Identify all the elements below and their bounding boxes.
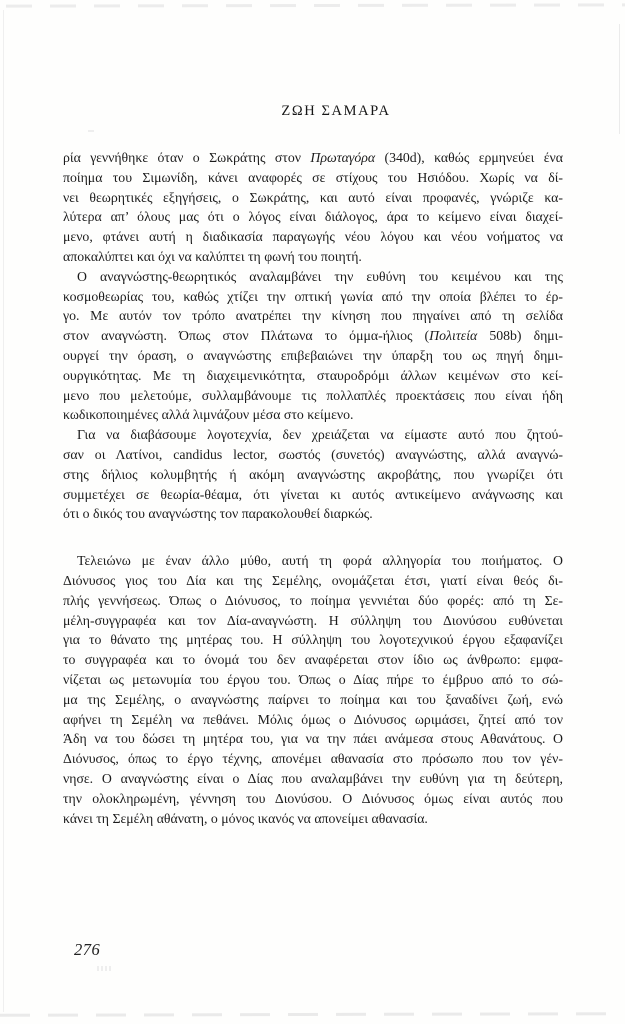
text-segment: 508b) δημι- xyxy=(477,328,563,344)
text-line xyxy=(63,789,563,809)
text-segment: μενο, φτάνει αυτή η διαδικασία παραγωγής νέου λόγου και νέου νοήματος να xyxy=(63,229,563,245)
text-line xyxy=(63,366,563,386)
text-segment: μα της Σεμέλης, ο αναγνώστης παίρνει το ποίημα και του ξαναδίνει ζωή, ενώ xyxy=(63,691,563,707)
text-segment: αποκαλύπτει και όχι να καλύπτει τη φωνή του ποιητή. xyxy=(63,248,362,264)
italic-text: Πολιτεία xyxy=(429,328,478,344)
text-line xyxy=(63,346,563,366)
text-segment: μέλη-συγγραφέα και τον Δία-αναγνώστη. Η σύλληψη του Διονύσου ευθύνεται xyxy=(63,612,563,628)
text-segment: συμμετέχει σε θεωρία-θέαμα, ότι γίνεται κι αυτός αντικείμενο ανάγνωσης και xyxy=(63,486,563,502)
scan-smudge-top xyxy=(88,130,94,132)
text-segment: Τελειώνω με έναν άλλο μύθο, αυτή τη φορά αλληγορία του ποιήματος. Ο xyxy=(77,553,563,569)
text-segment: για το θάνατο της μητέρας του. Η σύλληψη του λογοτεχνικού έργου εξαφανίζει xyxy=(63,632,563,648)
text-line xyxy=(63,690,563,710)
text-segment: ρία γεννήθηκε όταν ο Σωκράτης στον xyxy=(63,150,311,165)
text-segment: Για να διαβάσουμε λογοτεχνία, δεν χρειάζεται να είμαστε αυτό που ζητού- xyxy=(77,427,563,443)
text-segment: κοσμοθεωρίας του, καθώς χτίζει την οπτική γωνία από την οποία βλέπει το έρ- xyxy=(63,288,563,304)
text-line xyxy=(63,485,563,505)
page-number: 276 xyxy=(74,940,101,959)
text-segment: Ο αναγνώστης-θεωρητικός αναλαμβάνει την ευθύνη του κειμένου και της xyxy=(77,268,563,284)
text-segment: ότι ο δικός του αναγνώστης τον παρακολουθεί διαρκώς. xyxy=(63,506,373,522)
scan-edge-bottom xyxy=(0,1012,617,1017)
text-segment: νησε. Ο αναγνώστης είναι ο Δίας που αναλαμβάνει την ευθύνη για τη δεύτερη, xyxy=(63,770,563,786)
text-segment: πλής γεννήσεως. Όπως ο Διόνυσος, το ποίημα γεννιέται δύο φορές: από τη Σε- xyxy=(63,592,563,608)
text-segment: λύτερα απ’ όλους μας ότι ο λόγος είναι διάλογος, άρα το κείμενο είναι διαχεί- xyxy=(63,209,563,225)
text-segment: (340d), καθώς ερμηνεύει ένα xyxy=(375,150,563,165)
scan-edge-right xyxy=(619,24,620,134)
text-segment: την ολοκληρωμένη, γέννηση του Διονύσου. Ο Διόνυσος όμως είναι αυτός που xyxy=(63,790,563,806)
text-line xyxy=(63,287,563,307)
text-line xyxy=(63,168,563,188)
text-line xyxy=(63,405,563,425)
text-line xyxy=(63,630,563,650)
text-line xyxy=(63,809,563,829)
text-segment: Διόνυσος, όπως το έργο τέχνης, απονέμει αθανασία στο πρόσωπο που τον γέν- xyxy=(63,751,563,767)
text-segment: κάνει τη Σεμέλη αθάνατη, ο μόνος ικανός να απονείμει αθανασία. xyxy=(63,810,428,826)
text-line xyxy=(63,148,563,168)
text-segment: νει θεωρητικές εξηγήσεις, ο Σωκράτης, και αυτό είναι προφανές, γνώριζε κα- xyxy=(63,189,563,205)
scan-smudge-bottom xyxy=(97,966,111,971)
text-line xyxy=(63,670,563,690)
text-segment: Διόνυσος γιος του Δία και της Σεμέλης, ονομάζεται έτσι, γιατί είναι θεός δι- xyxy=(63,572,563,588)
text-segment: ουργεί την όραση, ο αναγνώστης επιβεβαιώνει την ύπαρξη του ως πηγή δημι- xyxy=(63,347,563,363)
text-segment: στης δήλιος κολυμβητής ή ακόμη αναγνώστης ακροβάτης, που γνωρίζει ότι xyxy=(63,466,563,482)
text-segment: νίζεται ως μετωνυμία του έργου του. Όπως ο Δίας πήρε το έμβρυο από το σώ- xyxy=(63,671,563,687)
text-segment: αφήνει τη Σεμέλη να πεθάνει. Μόλις όμως ο Διόνυσος ωριμάσει, ζητεί από τον xyxy=(63,711,563,727)
text-line xyxy=(63,571,563,591)
text-segment: Άδη να του δώσει τη μητέρα του, για να την πάει ανάμεσα στους Αθανάτους. Ο xyxy=(63,731,563,747)
text-line xyxy=(63,188,563,208)
text-segment: ποίημα του Σιμωνίδη, κάνει αναφορές σε στίχους του Ησιόδου. Χωρίς να δί- xyxy=(63,169,563,185)
text-line xyxy=(63,267,563,287)
text-block xyxy=(63,148,563,828)
text-line xyxy=(63,386,563,406)
text-segment: σαν οι Λατίνοι, candidus lector, σωστός (συνετός) αναγνώστης, αλλά αναγνώ- xyxy=(63,446,563,462)
paragraph xyxy=(63,551,563,828)
text-line xyxy=(63,729,563,749)
running-header: ΖΩΗ ΣΑΜΑΡΑ xyxy=(281,103,391,119)
text-line xyxy=(63,611,563,631)
text-line xyxy=(63,591,563,611)
paragraph xyxy=(63,267,563,425)
text-segment: το συγγραφέα και το όνομά του δεν αναφέρεται στον ίδιο ως άνθρωπο: εμφα- xyxy=(63,652,563,668)
text-line xyxy=(63,551,563,571)
italic-text: Πρωταγόρα xyxy=(310,150,376,165)
text-line xyxy=(63,247,563,267)
text-line xyxy=(63,425,563,445)
text-line xyxy=(63,465,563,485)
text-segment: στον αναγνώστη. Όπως στον Πλάτωνα το όμμα-ήλιος ( xyxy=(63,328,430,344)
text-segment: κωδικοποιημένες αλλά λιμνάζουν μέσα στο κείμενο. xyxy=(63,407,354,423)
paragraph xyxy=(63,148,563,267)
text-line xyxy=(63,650,563,670)
text-segment: γο. Με αυτόν τον τρόπο ανατρέπει την κίνηση που πηγαίνει από τη σελίδα xyxy=(63,308,563,324)
scan-edge-left xyxy=(3,10,4,1012)
text-segment: ουργικότητας. Με τη διαχειμενικότητα, σταυροδρόμι άλλων κειμένων στο κεί- xyxy=(63,367,563,383)
scan-edge-top xyxy=(6,3,625,7)
text-line xyxy=(63,749,563,769)
paragraph xyxy=(63,425,563,524)
text-line xyxy=(63,769,563,789)
text-line xyxy=(63,710,563,730)
text-line xyxy=(63,207,563,227)
text-line xyxy=(63,445,563,465)
text-line xyxy=(63,306,563,326)
text-line xyxy=(63,227,563,247)
text-segment: μενο που μελετούμε, συλλαμβάνουμε τις πολλαπλές προεκτάσεις που είναι ήδη xyxy=(63,387,563,403)
text-line xyxy=(63,326,563,346)
text-line xyxy=(63,504,563,524)
